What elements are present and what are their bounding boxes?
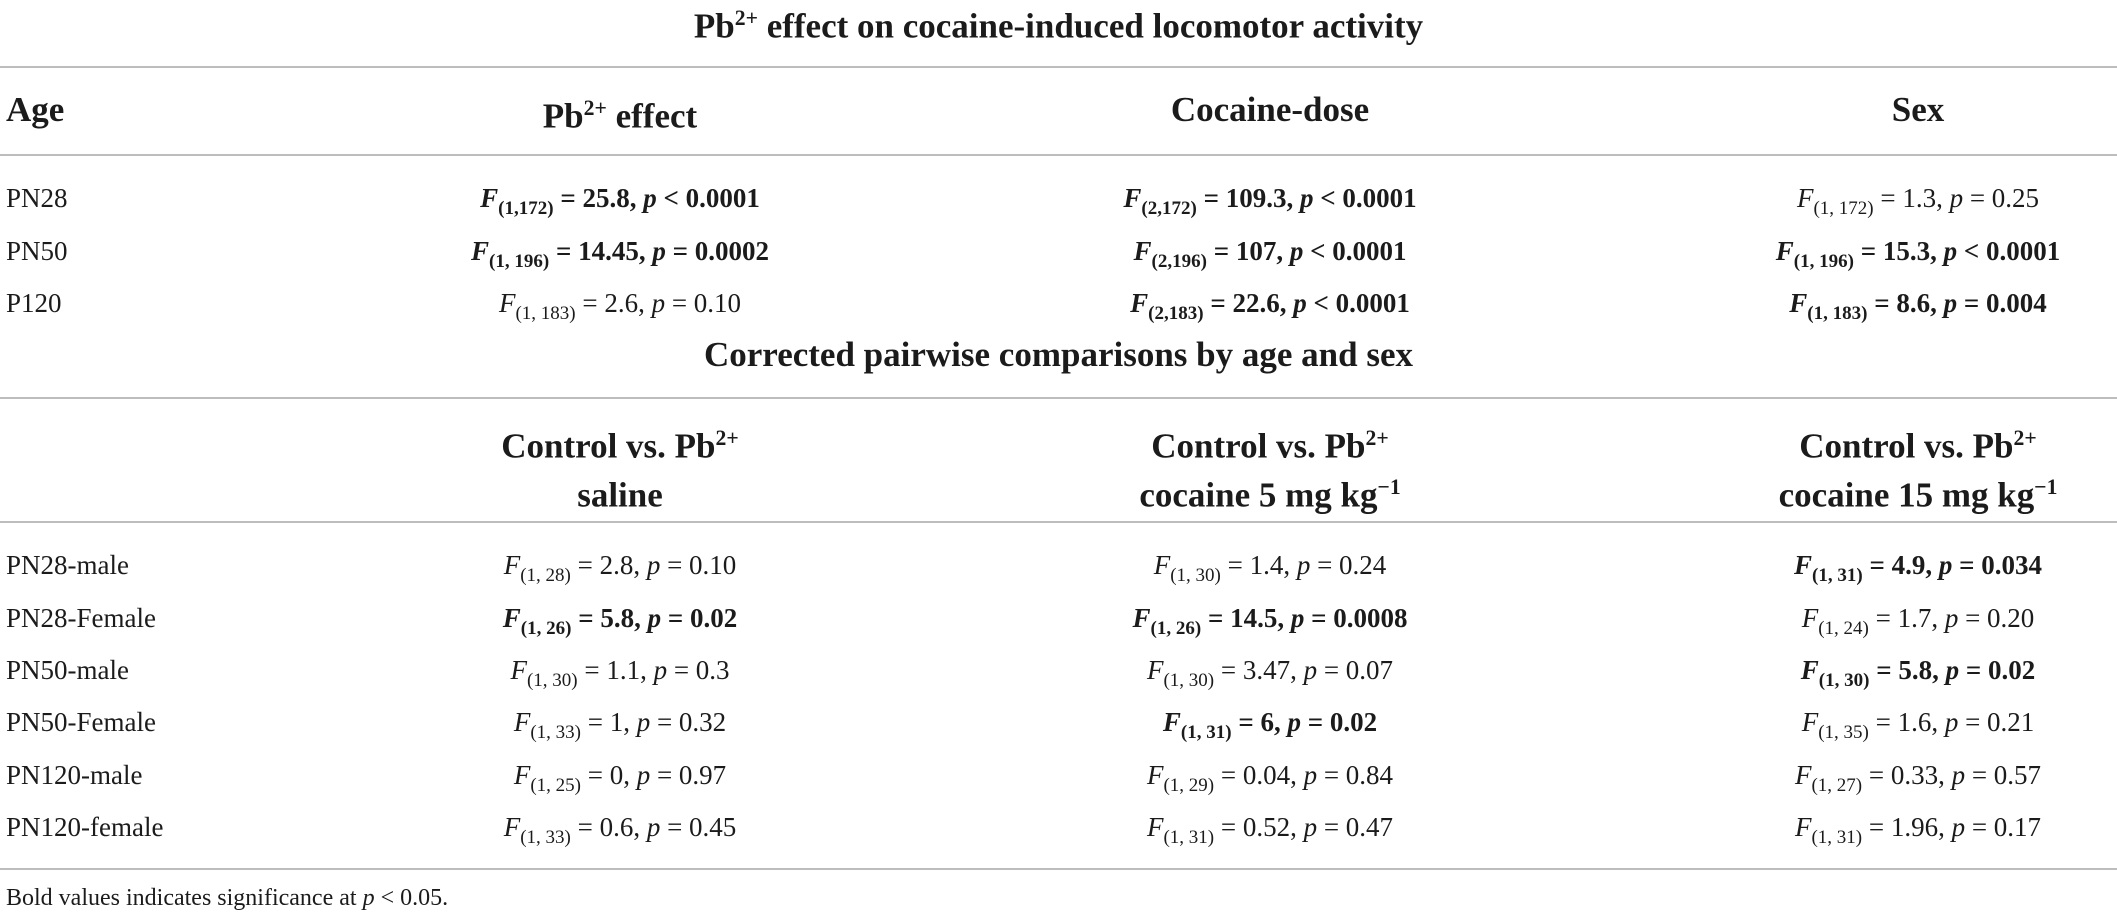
stat-f: F <box>510 655 527 685</box>
stat-p: p <box>1944 603 1959 633</box>
stat-f: F <box>502 603 521 633</box>
stat-p-value: = 0.24 <box>1310 550 1387 580</box>
stat-f: F <box>1146 760 1164 790</box>
stat-cell <box>420 812 820 848</box>
stat-p-value: = 0.02 <box>1300 707 1378 737</box>
stat-p: p <box>636 760 651 790</box>
stat-value: = 25.8, <box>553 183 644 213</box>
stat-p: p <box>1949 183 1964 213</box>
row-label: PN120-female <box>6 812 164 842</box>
stat-p-value: < 0.0001 <box>1313 183 1417 213</box>
stat-f: F <box>1794 550 1813 580</box>
header-age: Age <box>6 90 65 129</box>
section2-header-2: Control vs. $Pb^{2+}$ cocaine 5 mg $kg^{-1}$ <box>1139 426 1401 515</box>
stat-value: = 0.52, <box>1214 812 1304 842</box>
stat-p: p <box>1296 550 1311 580</box>
stat-p: p <box>1303 760 1318 790</box>
stat-p: p <box>636 707 651 737</box>
stat-value: = 5.8, <box>571 603 648 633</box>
stat-value: = 1, <box>580 707 637 737</box>
stat-p: p <box>643 183 657 213</box>
stat-f: F <box>1162 707 1181 737</box>
stat-df: (1, 27) <box>1811 775 1863 796</box>
stat-p-value: = 0.21 <box>1958 707 2035 737</box>
stat-df: (1, 30) <box>1818 670 1870 691</box>
stat-cell <box>1070 707 1470 743</box>
stat-cell <box>1718 236 2117 272</box>
stat-p-value: = 0.10 <box>660 550 737 580</box>
stat-cell <box>1718 603 2117 639</box>
stat-df: (1, 33) <box>520 827 571 848</box>
stat-f: F <box>1123 183 1142 213</box>
stat-cell <box>420 655 820 691</box>
stat-f: F <box>1794 812 1812 842</box>
stat-p: p <box>1945 655 1960 685</box>
stat-p-value: = 0.20 <box>1958 603 2035 633</box>
stat-df: (1, 196) <box>1793 251 1854 272</box>
rule-section2-header <box>0 521 2117 523</box>
row-label: PN28-Female <box>6 603 156 633</box>
stat-value: = 14.45, <box>549 236 653 266</box>
stat-df: (1,172) <box>498 198 554 219</box>
stat-df: (1, 31) <box>1812 565 1863 586</box>
stat-value: = 3.47, <box>1214 655 1304 685</box>
stat-p: p <box>1951 812 1966 842</box>
stat-cell <box>1070 288 1470 324</box>
stat-value: = 15.3, <box>1853 236 1944 266</box>
stat-cell <box>1718 707 2117 743</box>
stat-cell <box>420 550 820 586</box>
stat-df: (1, 24) <box>1818 618 1869 639</box>
stat-df: (1, 28) <box>520 565 571 586</box>
section2-header-1: Control vs. $Pb^{2+}$ saline <box>501 426 739 515</box>
stat-df: (1, 196) <box>489 251 550 272</box>
header-sex: Sex <box>1891 90 1945 129</box>
stat-cell <box>1070 760 1470 796</box>
stat-value: = 5.8, <box>1869 655 1946 685</box>
stat-value: = 1.7, <box>1868 603 1945 633</box>
stat-df: (1, 25) <box>530 775 581 796</box>
stat-df: (1, 31) <box>1180 722 1232 743</box>
stat-p-value: < 0.0001 <box>1957 236 2061 266</box>
stat-df: (1, 30) <box>526 670 578 691</box>
footnote: Bold values indicates significance at p < 0.05. <box>6 885 449 911</box>
stat-p: p <box>1938 550 1953 580</box>
stat-p-value: = 0.0008 <box>1304 603 1408 633</box>
title-superscript: 2+ <box>734 6 758 30</box>
stat-p: p <box>1944 707 1959 737</box>
stat-df: (2,183) <box>1148 303 1204 324</box>
stat-df: (1, 30) <box>1163 670 1215 691</box>
stat-value: = 2.6, <box>575 288 652 318</box>
stat-cell <box>1070 812 1470 848</box>
stat-cell <box>1718 760 2117 796</box>
stat-f: F <box>1146 812 1164 842</box>
stat-f: F <box>1133 236 1152 266</box>
stat-df: (1, 33) <box>530 722 581 743</box>
stat-cell <box>420 183 820 219</box>
row-label: PN50-male <box>6 655 129 685</box>
stat-df: (2,172) <box>1141 198 1197 219</box>
stat-value: = 6, <box>1231 707 1288 737</box>
stat-cell <box>420 603 820 639</box>
section2-header-3: Control vs. $Pb^{2+}$ cocaine 15 mg $kg^{-1}$ <box>1778 426 2058 515</box>
rule-top <box>0 66 2117 68</box>
row-label: PN50 <box>6 236 68 266</box>
stat-p-value: = 0.0002 <box>665 236 769 266</box>
row-label: PN120-male <box>6 760 143 790</box>
stat-p: p <box>647 603 662 633</box>
stat-p: p <box>1290 603 1305 633</box>
stat-value: = 8.6, <box>1867 288 1944 318</box>
stat-cell <box>1718 655 2117 691</box>
stat-f: F <box>1153 550 1171 580</box>
stat-p-value: = 0.17 <box>1965 812 2042 842</box>
stat-p: p <box>646 550 661 580</box>
stat-value: = 0, <box>580 760 637 790</box>
row-label: PN50-Female <box>6 707 156 737</box>
stat-f: F <box>1801 707 1819 737</box>
stat-value: = 4.9, <box>1862 550 1939 580</box>
stat-p-value: = 0.10 <box>665 288 742 318</box>
stat-df: (1, 26) <box>1150 618 1202 639</box>
stat-f: F <box>1800 655 1819 685</box>
stat-value: = 0.33, <box>1862 760 1952 790</box>
section2-title: Corrected pairwise comparisons by age and sex <box>703 335 1414 374</box>
stat-value: = 1.4, <box>1220 550 1297 580</box>
stat-p-value: = 0.97 <box>650 760 727 790</box>
stat-value: = 0.04, <box>1214 760 1304 790</box>
stat-cell <box>1718 288 2117 324</box>
stat-cell <box>1070 236 1470 272</box>
stat-f: F <box>1789 288 1808 318</box>
stat-p: p <box>652 236 666 266</box>
stat-df: (1, 172) <box>1813 198 1874 219</box>
stat-value: = 0.6, <box>570 812 647 842</box>
row-label: P120 <box>6 288 62 318</box>
stat-p-value: < 0.0001 <box>1303 236 1407 266</box>
rule-bottom <box>0 868 2117 870</box>
stat-cell <box>1718 550 2117 586</box>
row-label: PN28-male <box>6 550 129 580</box>
stat-p-value: = 0.45 <box>660 812 737 842</box>
stat-f: F <box>1132 603 1151 633</box>
stat-f: F <box>503 550 521 580</box>
stat-p-value: = 0.25 <box>1963 183 2040 213</box>
stat-cell <box>420 288 820 324</box>
stat-cell <box>1070 655 1470 691</box>
stat-p: p <box>1293 288 1307 318</box>
stat-value: = 109.3, <box>1196 183 1300 213</box>
stat-f: F <box>1775 236 1794 266</box>
rule-header <box>0 154 2117 156</box>
rule-section2 <box>0 397 2117 399</box>
stat-cell <box>1070 603 1470 639</box>
stat-p: p <box>1303 812 1318 842</box>
stat-cell <box>420 236 820 272</box>
stat-p: p <box>1943 236 1958 266</box>
stat-p: p <box>1299 183 1314 213</box>
stat-p: p <box>646 812 661 842</box>
stat-f: F <box>1794 760 1812 790</box>
row-label: PN28 <box>6 183 68 213</box>
stat-f: F <box>513 707 531 737</box>
stat-p: p <box>1951 760 1966 790</box>
stat-cell <box>420 760 820 796</box>
stat-f: F <box>513 760 531 790</box>
stat-value: = 1.3, <box>1873 183 1950 213</box>
stat-value: = 1.6, <box>1868 707 1945 737</box>
stat-p-value: = 0.3 <box>667 655 730 685</box>
stat-f: F <box>1146 655 1164 685</box>
stat-f: F <box>1796 183 1814 213</box>
header-cocaine-dose: Cocaine-dose <box>1170 90 1370 129</box>
stat-p: p <box>1287 707 1301 737</box>
stat-df: (1, 30) <box>1170 565 1221 586</box>
stat-p: p <box>653 655 668 685</box>
stat-p: p <box>651 288 666 318</box>
stat-f: F <box>480 183 499 213</box>
stat-value: = 14.5, <box>1201 603 1291 633</box>
stat-p-value: = 0.47 <box>1317 812 1394 842</box>
stat-value: = 107, <box>1206 236 1290 266</box>
header-pb-effect: $Pb^{2+}$ effect <box>542 96 698 136</box>
stat-df: (1, 31) <box>1163 827 1215 848</box>
stat-p-value: < 0.0001 <box>1306 288 1410 318</box>
stat-df: (1, 183) <box>515 303 576 324</box>
stat-value: = 2.8, <box>570 550 647 580</box>
stat-cell <box>1718 812 2117 848</box>
stat-df: (1, 26) <box>520 618 572 639</box>
stat-f: F <box>1130 288 1149 318</box>
stat-value: = 1.1, <box>577 655 654 685</box>
stat-df: (1, 35) <box>1818 722 1869 743</box>
stat-p-value: = 0.02 <box>661 603 738 633</box>
stat-p-value: < 0.0001 <box>656 183 760 213</box>
stat-value: = 22.6, <box>1203 288 1294 318</box>
stat-p: p <box>1303 655 1318 685</box>
stat-f: F <box>1801 603 1819 633</box>
stat-p-value: = 0.02 <box>1959 655 2036 685</box>
stat-df: (2,196) <box>1151 251 1207 272</box>
stat-p: p <box>1289 236 1304 266</box>
stat-p-value: = 0.32 <box>650 707 727 737</box>
stat-cell <box>420 707 820 743</box>
stat-p-value: = 0.004 <box>1957 288 2047 318</box>
stat-df: (1, 31) <box>1811 827 1863 848</box>
stat-df: (1, 183) <box>1807 303 1868 324</box>
stat-f: F <box>503 812 521 842</box>
stat-p-value: = 0.07 <box>1317 655 1394 685</box>
stat-p-value: = 0.84 <box>1317 760 1394 790</box>
stat-p-value: = 0.034 <box>1952 550 2042 580</box>
stat-f: F <box>471 236 490 266</box>
stat-cell <box>1718 183 2117 219</box>
stat-value: = 1.96, <box>1862 812 1952 842</box>
stat-cell <box>1070 183 1470 219</box>
stat-cell <box>1070 550 1470 586</box>
section1-title: $Pb^{2+}$ effect on cocaine-induced locomotor activity <box>693 6 1424 46</box>
stat-df: (1, 29) <box>1163 775 1215 796</box>
stat-f: F <box>498 288 516 318</box>
stat-p: p <box>1943 288 1958 318</box>
stat-p-value: = 0.57 <box>1965 760 2042 790</box>
